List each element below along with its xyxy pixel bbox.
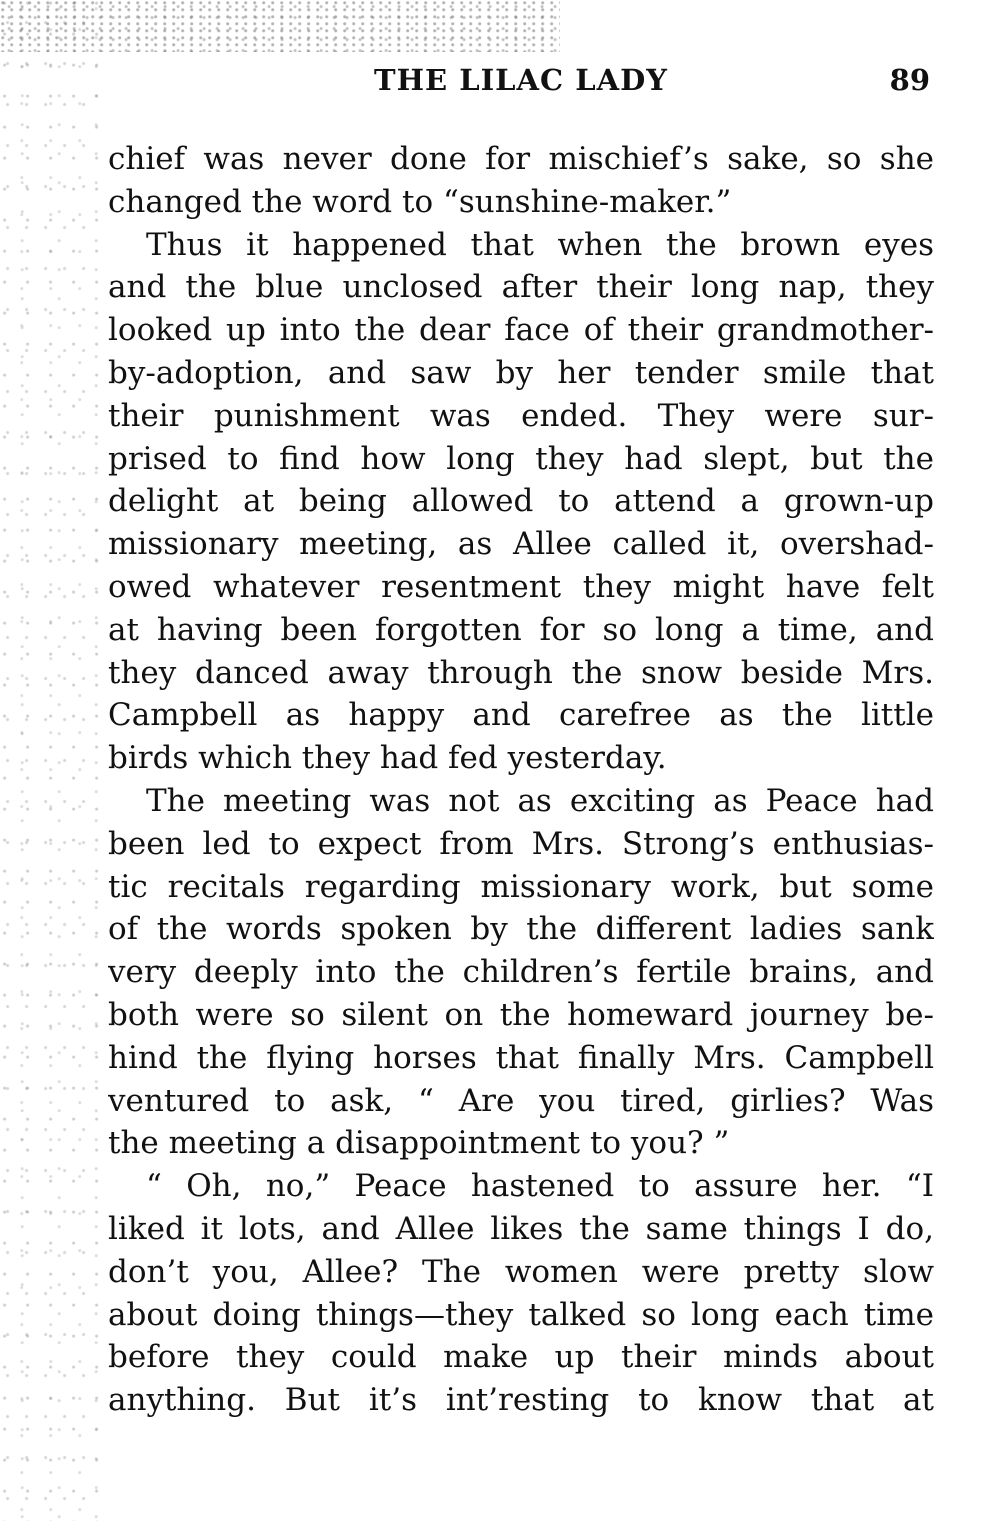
text-line: changed the word to “sunshine-maker.” bbox=[108, 183, 732, 220]
text-line: “ Oh, no,” Peace hastened to assure her. “I bbox=[146, 1168, 934, 1205]
text-line: their punishment was ended. They were sur- bbox=[108, 397, 934, 434]
text-line: Campbell as happy and carefree as the little bbox=[108, 697, 934, 734]
text-line: ventured to ask, “ Are you tired, girlies? Was bbox=[108, 1082, 934, 1119]
text-line: anything. But it’s int’resting to know that at bbox=[108, 1382, 934, 1419]
text-line: looked up into the dear face of their grandmother- bbox=[108, 312, 934, 349]
text-line: the meeting a disappointment to you? ” bbox=[108, 1125, 730, 1162]
text-line: The meeting was not as exciting as Peace had bbox=[146, 782, 934, 819]
text-line: about doing things—they talked so long each time bbox=[108, 1296, 934, 1333]
text-line: they danced away through the snow beside Mrs. bbox=[108, 654, 934, 691]
text-line: delight at being allowed to attend a grown-up bbox=[108, 483, 934, 520]
text-line: of the words spoken by the different ladies sank bbox=[108, 911, 934, 948]
text-line: both were so silent on the homeward journey be- bbox=[108, 996, 934, 1033]
text-line: before they could make up their minds about bbox=[108, 1339, 934, 1376]
text-line: Thus it happened that when the brown eyes bbox=[146, 226, 934, 263]
text-line: owed whatever resentment they might have felt bbox=[108, 568, 934, 605]
text-line: hind the flying horses that finally Mrs. Campbell bbox=[108, 1039, 934, 1076]
text-line: chief was never done for mischief’s sake, so she bbox=[108, 141, 934, 177]
worn-margin-speckle bbox=[0, 0, 100, 1521]
text-line: missionary meeting, as Allee called it, overshad- bbox=[108, 526, 934, 563]
page-number: 89 bbox=[889, 63, 930, 97]
text-line: birds which they had fed yesterday. bbox=[108, 740, 667, 777]
running-title: THE LILAC LADY bbox=[374, 63, 668, 97]
text-line: at having been forgotten for so long a time, and bbox=[108, 611, 934, 648]
text-line: by-adoption, and saw by her tender smile that bbox=[108, 354, 934, 391]
text-line: prised to find how long they had slept, but the bbox=[108, 440, 934, 477]
text-line: and the blue unclosed after their long nap, they bbox=[108, 269, 934, 306]
text-line: been led to expect from Mrs. Strong’s enthusias- bbox=[108, 825, 934, 862]
worn-top-speckle bbox=[0, 0, 560, 52]
page-header bbox=[108, 60, 934, 100]
body-text bbox=[108, 138, 934, 1422]
text-line: very deeply into the children’s fertile brains, and bbox=[108, 954, 934, 991]
text-line: tic recitals regarding missionary work, but some bbox=[108, 868, 934, 905]
text-line: don’t you, Allee? The women were pretty slow bbox=[108, 1253, 934, 1290]
text-line: liked it lots, and Allee likes the same things I do, bbox=[108, 1210, 934, 1247]
